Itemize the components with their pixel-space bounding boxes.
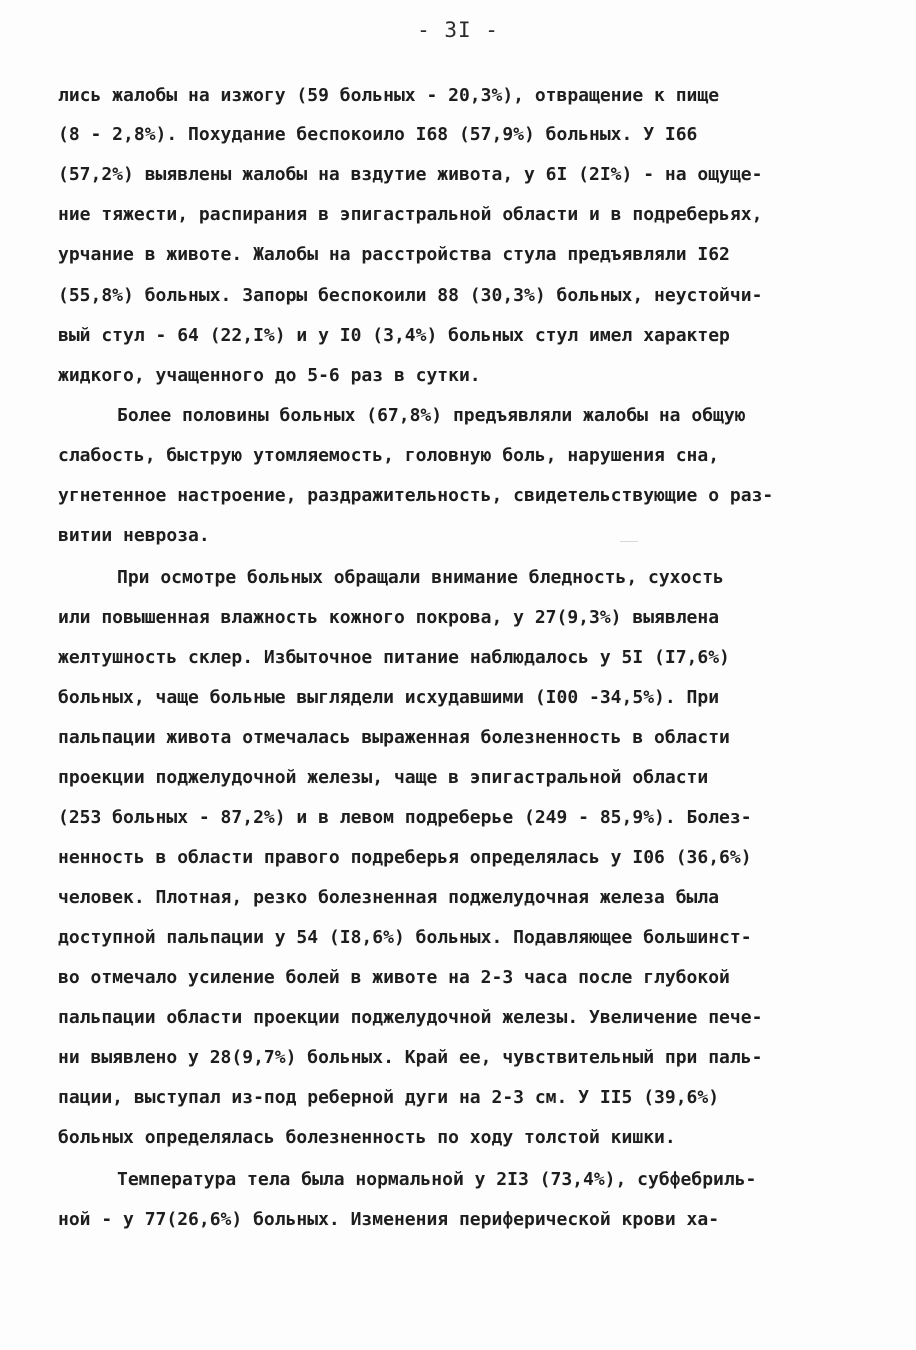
text-line: пальпации области проекции поджелудочной железы. Увеличение пече- bbox=[58, 1007, 763, 1028]
text-line: витии невроза. bbox=[58, 525, 210, 546]
text-line: лись жалобы на изжогу (59 больных - 20,3%), отвращение к пище bbox=[58, 85, 720, 106]
paragraph-first-line: Более половины больных (67,8%) предъявляли жалобы на общую bbox=[117, 405, 746, 426]
text-line: (8 - 2,8%). Похудание беспокоило I68 (57,9%) больных. У I66 bbox=[58, 124, 698, 145]
paragraph-first-line: При осмотре больных обращали внимание бледность, сухость bbox=[117, 567, 724, 588]
text-line: ние тяжести, распирания в эпигастральной области и в подреберьях, bbox=[58, 204, 763, 225]
text-line: слабость, быструю утомляемость, головную боль, нарушения сна, bbox=[58, 445, 720, 466]
text-line: (55,8%) больных. Запоры беспокоили 88 (30,3%) больных, неустойчи- bbox=[58, 285, 763, 306]
text-line: доступной пальпации у 54 (I8,6%) больных. Подавляющее большинст- bbox=[58, 927, 752, 948]
text-line: больных определялась болезненность по ходу толстой кишки. bbox=[58, 1127, 676, 1148]
text-line: угнетенное настроение, раздражительность, свидетельствующие о раз- bbox=[58, 485, 774, 506]
text-line: урчание в животе. Жалобы на расстройства стула предъявляли I62 bbox=[58, 244, 730, 265]
text-line: желтушность склер. Избыточное питание наблюдалось у 5I (I7,6%) bbox=[58, 647, 730, 668]
text-line: проекции поджелудочной железы, чаще в эпигастральной области bbox=[58, 767, 709, 788]
text-line: (57,2%) выявлены жалобы на вздутие живота, у 6I (2I%) - на ощуще- bbox=[58, 164, 763, 185]
text-line: пальпации живота отмечалась выраженная болезненность в области bbox=[58, 727, 730, 748]
text-line: жидкого, учащенного до 5-6 раз в сутки. bbox=[58, 365, 481, 386]
text-line: ни выявлено у 28(9,7%) больных. Край ее, чувствительный при паль- bbox=[58, 1047, 763, 1068]
text-line: пации, выступал из-под реберной дуги на 2-3 см. У II5 (39,6%) bbox=[58, 1087, 720, 1108]
text-line: человек. Плотная, резко болезненная поджелудочная железа была bbox=[58, 887, 720, 908]
page-number: - 3I - bbox=[417, 18, 499, 42]
scan-artifact bbox=[620, 541, 638, 542]
text-line: ненность в области правого подреберья определялась у I06 (36,6%) bbox=[58, 847, 752, 868]
text-line: или повышенная влажность кожного покрова, у 27(9,3%) выявлена bbox=[58, 607, 720, 628]
text-line: (253 больных - 87,2%) и в левом подреберье (249 - 85,9%). Болез- bbox=[58, 807, 752, 828]
text-line: во отмечало усиление болей в животе на 2-3 часа после глубокой bbox=[58, 967, 730, 988]
paragraph-first-line: Температура тела была нормальной у 2I3 (73,4%), субфебриль- bbox=[117, 1169, 757, 1190]
text-line: больных, чаще больные выглядели исхудавшими (I00 -34,5%). При bbox=[58, 687, 720, 708]
text-line: ной - у 77(26,6%) больных. Изменения периферической крови ха- bbox=[58, 1209, 720, 1230]
text-line: вый стул - 64 (22,I%) и у I0 (3,4%) больных стул имел характер bbox=[58, 325, 730, 346]
